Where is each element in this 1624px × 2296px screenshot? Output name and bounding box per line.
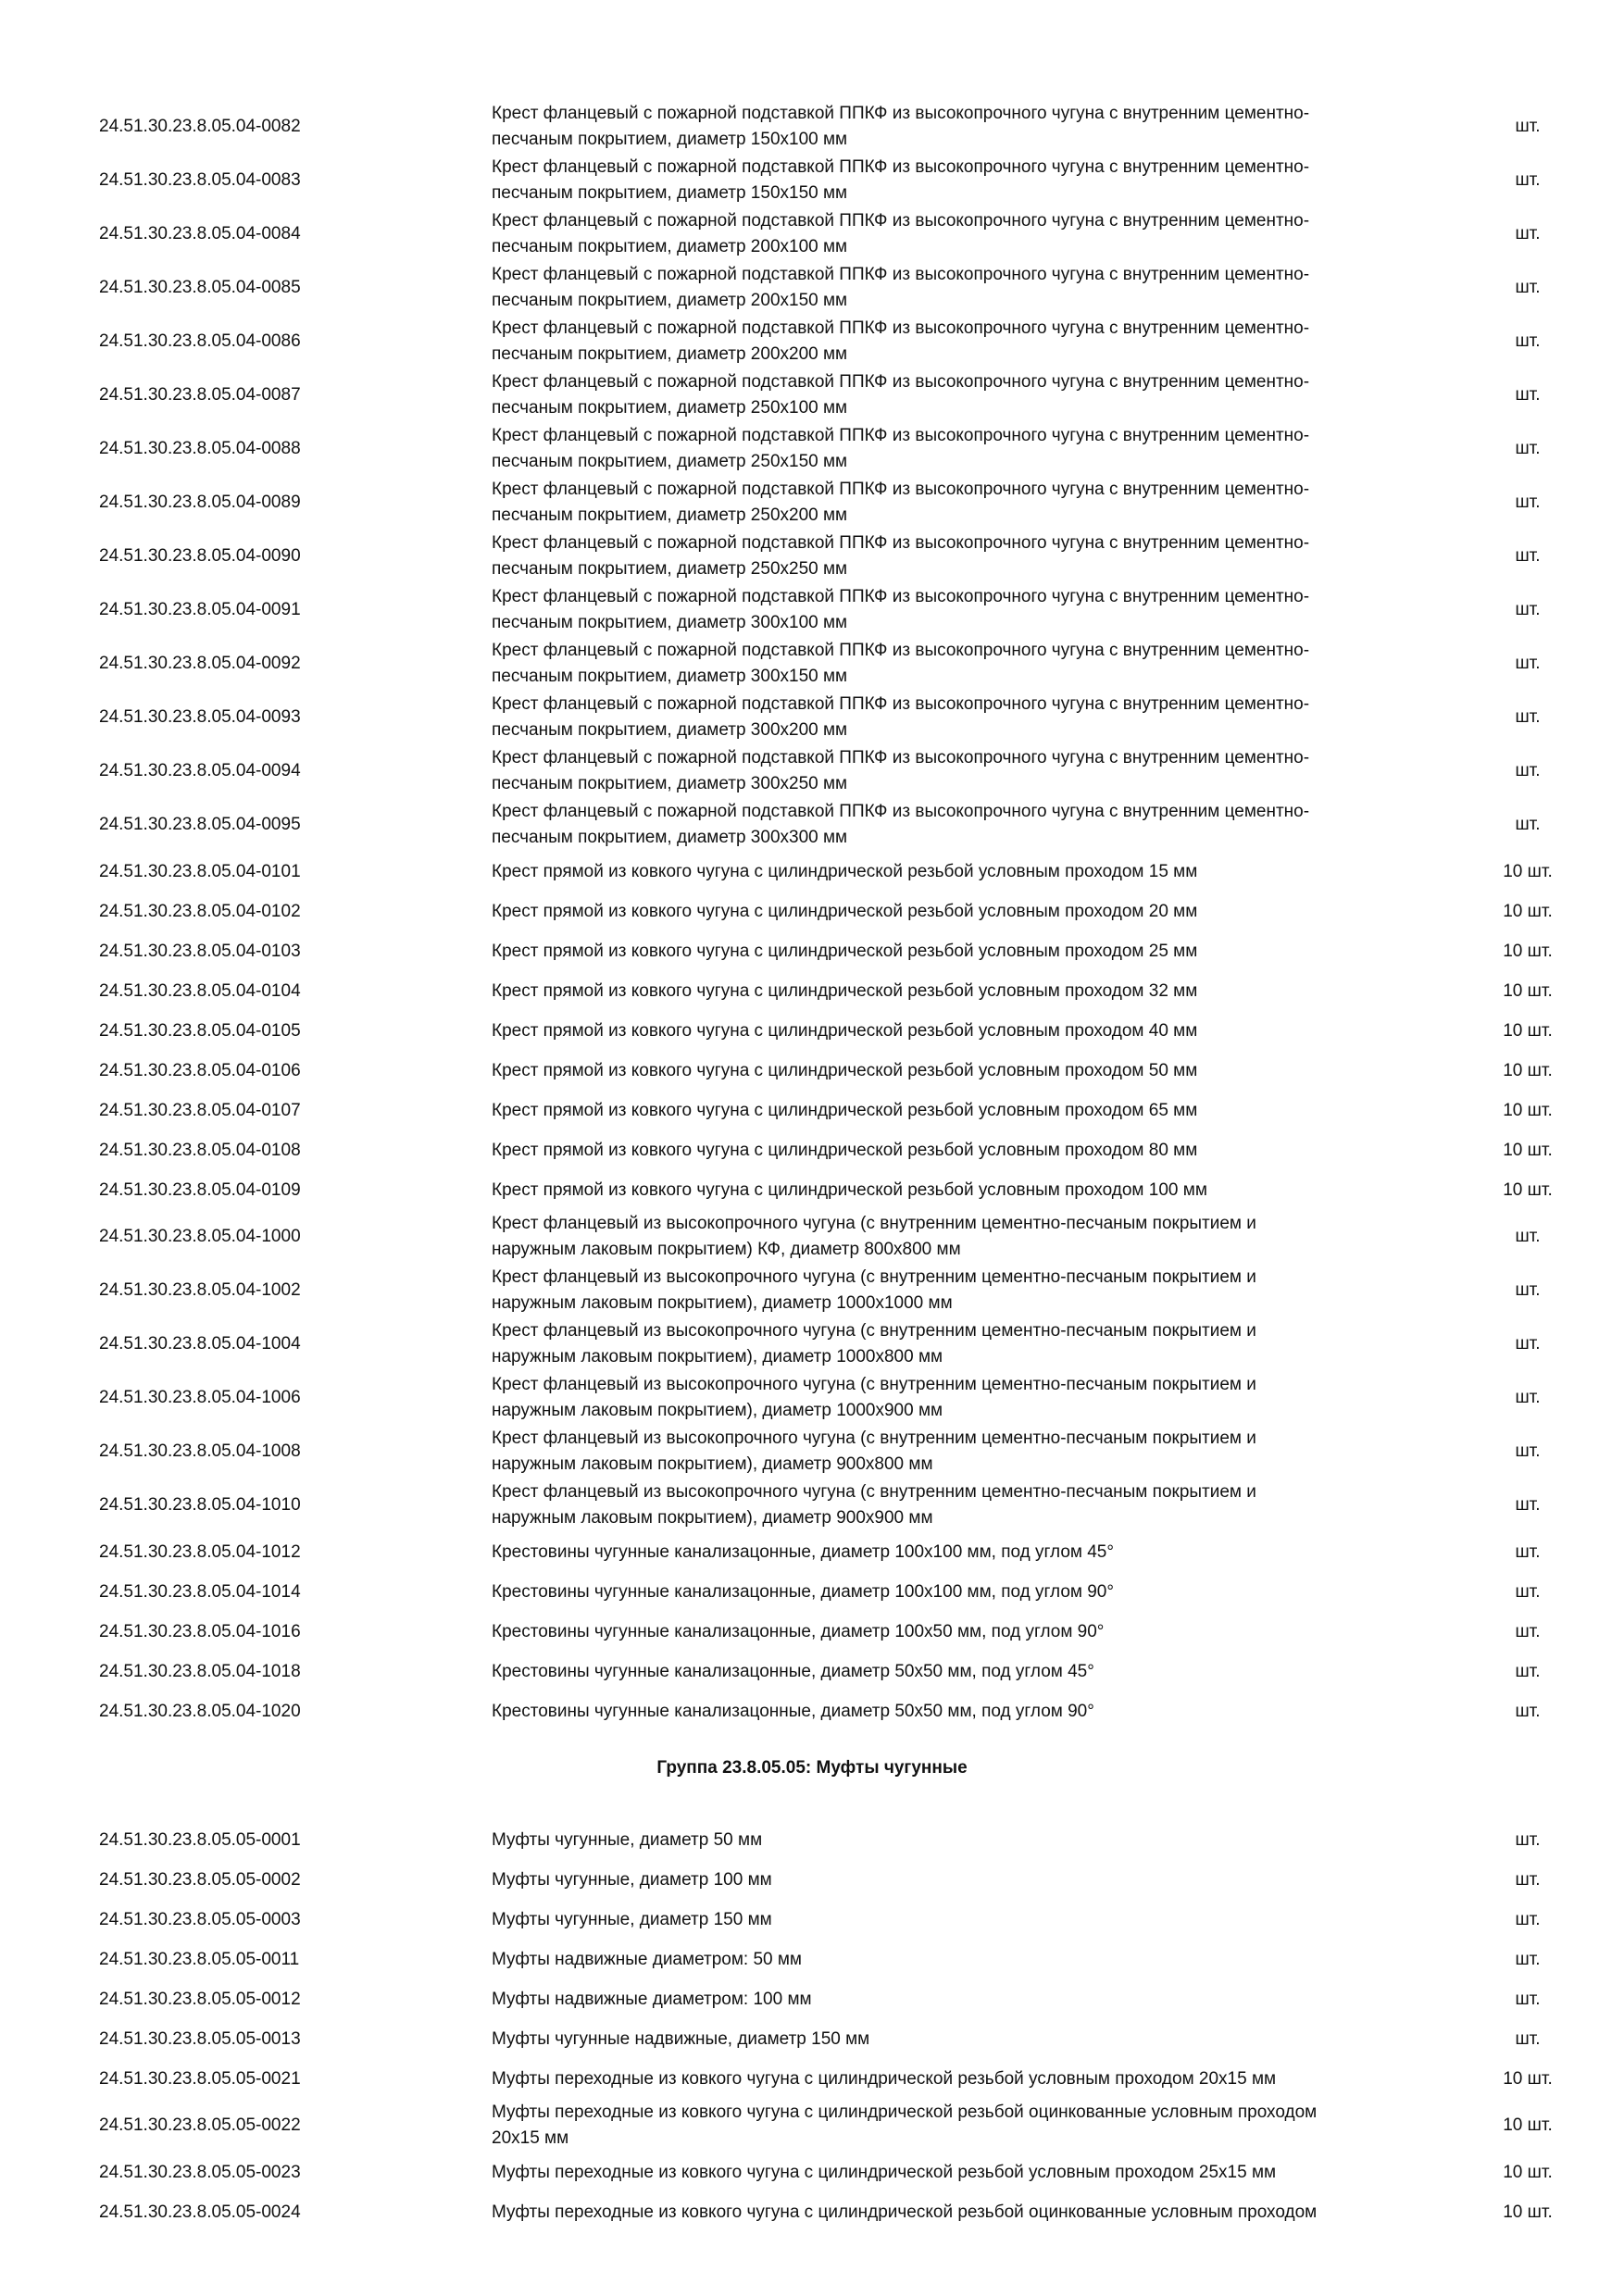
- item-description: [492, 1138, 1464, 1164]
- item-unit: шт.: [1515, 761, 1541, 780]
- table-row: [0, 1691, 1624, 1731]
- item-description: [492, 1987, 1464, 2013]
- table-row: [0, 971, 1624, 1011]
- item-code: 24.51.30.23.8.05.05-0001: [99, 1829, 301, 1850]
- item-code: 24.51.30.23.8.05.04-1002: [99, 1280, 301, 1300]
- description-line-2: песчаным покрытием, диаметр 300x100 мм: [492, 613, 848, 632]
- description-line-1: Муфты переходные из ковкого чугуна с цилиндрической резьбой оцинкованные условным проходом: [492, 2103, 1318, 2122]
- item-description: [492, 208, 1464, 260]
- description-line-1: Крест фланцевый с пожарной подставкой ППКФ из высокопрочного чугуна с внутренним цементно-: [492, 211, 1310, 231]
- item-unit: шт.: [1515, 439, 1541, 458]
- item-description: [492, 745, 1464, 797]
- item-unit: шт.: [1515, 654, 1541, 673]
- description-line-1: Крестовины чугунные канализацонные, диаметр 100x100 мм, под углом 45°: [492, 1541, 1114, 1562]
- description-line-2: песчаным покрытием, диаметр 200x150 мм: [492, 291, 848, 310]
- table-row: [0, 2192, 1624, 2232]
- table-row: [0, 798, 1624, 852]
- description-line-2: песчаным покрытием, диаметр 250x150 мм: [492, 452, 848, 471]
- item-description: [492, 1265, 1464, 1316]
- item-description: [492, 638, 1464, 690]
- table-row: [0, 1317, 1624, 1371]
- description-line-1: Муфты чугунные, диаметр 150 мм: [492, 1909, 772, 1929]
- item-unit: шт.: [1515, 1541, 1541, 1562]
- item-code: 24.51.30.23.8.05.04-1018: [99, 1661, 301, 1681]
- item-unit: 10 шт.: [1503, 1100, 1553, 1120]
- table-row: [0, 1820, 1624, 1860]
- item-code: 24.51.30.23.8.05.05-0012: [99, 1989, 301, 2009]
- description-line-2: песчаным покрытием, диаметр 150x150 мм: [492, 183, 848, 203]
- description-line-1: Муфты переходные из ковкого чугуна с цилиндрической резьбой условным проходом 25x15 мм: [492, 2162, 1277, 2182]
- item-unit: шт.: [1515, 170, 1541, 190]
- item-code: 24.51.30.23.8.05.04-0082: [99, 117, 301, 136]
- item-code: 24.51.30.23.8.05.04-0090: [99, 546, 301, 566]
- table-row: [0, 1425, 1624, 1479]
- description-line-1: Крестовины чугунные канализацонные, диаметр 100x100 мм, под углом 90°: [492, 1581, 1114, 1602]
- item-code: 24.51.30.23.8.05.04-0107: [99, 1100, 301, 1120]
- table-row: [0, 852, 1624, 892]
- description-line-2: песчаным покрытием, диаметр 200x200 мм: [492, 344, 848, 364]
- item-code: 24.51.30.23.8.05.05-0003: [99, 1909, 301, 1929]
- item-description: [492, 2200, 1464, 2226]
- table-row: [0, 1572, 1624, 1612]
- item-code: 24.51.30.23.8.05.04-1000: [99, 1227, 301, 1246]
- description-line-1: Крест прямой из ковкого чугуна с цилиндрической резьбой условным проходом 32 мм: [492, 980, 1198, 1001]
- item-description: [492, 423, 1464, 475]
- item-unit: шт.: [1515, 1388, 1541, 1407]
- item-unit: шт.: [1515, 2028, 1541, 2049]
- item-code: 24.51.30.23.8.05.04-0084: [99, 224, 301, 243]
- description-line-1: Крест фланцевый с пожарной подставкой ППКФ из высокопрочного чугуна с внутренним цементно-: [492, 104, 1310, 123]
- description-line-2: песчаным покрытием, диаметр 150x100 мм: [492, 130, 848, 149]
- item-description: [492, 1018, 1464, 1044]
- table-row: [0, 583, 1624, 637]
- table-row: [0, 530, 1624, 583]
- description-line-1: Крест фланцевый с пожарной подставкой ППКФ из высокопрочного чугуна с внутренним цементно-: [492, 748, 1310, 767]
- item-description: [492, 369, 1464, 421]
- description-line-1: Крест фланцевый с пожарной подставкой ППКФ из высокопрочного чугуна с внутренним цементно-: [492, 372, 1310, 392]
- table-row: [0, 261, 1624, 315]
- item-description: [492, 1579, 1464, 1605]
- description-line-1: Крест фланцевый с пожарной подставкой ППКФ из высокопрочного чугуна с внутренним цементно-: [492, 157, 1310, 177]
- item-code: 24.51.30.23.8.05.04-0106: [99, 1060, 301, 1080]
- item-unit: 10 шт.: [1503, 861, 1553, 881]
- item-unit: шт.: [1515, 1829, 1541, 1850]
- item-unit: 10 шт.: [1503, 941, 1553, 961]
- item-code: 24.51.30.23.8.05.04-0101: [99, 861, 301, 881]
- description-line-2: наружным лаковым покрытием), диаметр 1000x900 мм: [492, 1401, 943, 1420]
- item-description: [492, 101, 1464, 153]
- item-code: 24.51.30.23.8.05.04-1012: [99, 1541, 301, 1562]
- item-unit: 10 шт.: [1503, 1140, 1553, 1160]
- item-description: [492, 316, 1464, 368]
- description-line-1: Муфты надвижные диаметром: 100 мм: [492, 1989, 812, 2009]
- item-code: 24.51.30.23.8.05.05-0024: [99, 2202, 301, 2222]
- description-line-2: песчаным покрытием, диаметр 300x300 мм: [492, 828, 848, 847]
- table-row: [0, 100, 1624, 154]
- item-description: [492, 1479, 1464, 1531]
- item-code: 24.51.30.23.8.05.05-0002: [99, 1869, 301, 1890]
- item-unit: шт.: [1515, 600, 1541, 619]
- description-line-2: наружным лаковым покрытием), диаметр 1000x800 мм: [492, 1347, 943, 1366]
- item-unit: шт.: [1515, 1989, 1541, 2009]
- item-description: [492, 1178, 1464, 1204]
- item-unit: шт.: [1515, 1909, 1541, 1929]
- description-line-1: Крест фланцевый из высокопрочного чугуна (с внутренним цементно-песчаным покрытием и: [492, 1267, 1256, 1287]
- item-code: 24.51.30.23.8.05.04-1004: [99, 1334, 301, 1354]
- item-unit: 10 шт.: [1503, 901, 1553, 921]
- description-line-1: Крест фланцевый из высокопрочного чугуна (с внутренним цементно-песчаным покрытием и: [492, 1429, 1256, 1448]
- item-code: 24.51.30.23.8.05.04-0093: [99, 707, 301, 727]
- group-heading: Группа 23.8.05.05: Муфты чугунные: [656, 1758, 968, 1778]
- description-line-2: наружным лаковым покрытием), диаметр 900x800 мм: [492, 1454, 933, 1474]
- item-description: [492, 262, 1464, 314]
- table-row: [0, 2019, 1624, 2059]
- description-line-1: Муфты переходные из ковкого чугуна с цилиндрической резьбой условным проходом 20x15 мм: [492, 2068, 1277, 2089]
- description-line-2: песчаным покрытием, диаметр 250x100 мм: [492, 398, 848, 418]
- item-code: 24.51.30.23.8.05.04-1010: [99, 1495, 301, 1515]
- item-unit: 10 шт.: [1503, 2162, 1553, 2182]
- table-row: [0, 368, 1624, 422]
- item-code: 24.51.30.23.8.05.04-1006: [99, 1388, 301, 1407]
- description-line-2: песчаным покрытием, диаметр 300x250 мм: [492, 774, 848, 793]
- item-unit: шт.: [1515, 331, 1541, 351]
- item-unit: 10 шт.: [1503, 2202, 1553, 2222]
- description-line-1: Крест фланцевый из высокопрочного чугуна (с внутренним цементно-песчаным покрытием и: [492, 1482, 1256, 1502]
- item-code: 24.51.30.23.8.05.04-0102: [99, 901, 301, 921]
- item-code: 24.51.30.23.8.05.04-0109: [99, 1179, 301, 1200]
- item-description: [492, 939, 1464, 965]
- item-code: 24.51.30.23.8.05.04-1014: [99, 1581, 301, 1602]
- item-description: [492, 584, 1464, 636]
- description-line-1: Муфты надвижные диаметром: 50 мм: [492, 1949, 802, 1969]
- table-row: [0, 931, 1624, 971]
- description-line-1: Крест прямой из ковкого чугуна с цилиндрической резьбой условным проходом 20 мм: [492, 901, 1198, 921]
- description-line-1: Крест прямой из ковкого чугуна с цилиндрической резьбой условным проходом 25 мм: [492, 941, 1198, 961]
- item-code: 24.51.30.23.8.05.05-0022: [99, 2115, 301, 2135]
- item-description: [492, 1619, 1464, 1645]
- table-row: [0, 315, 1624, 368]
- description-line-1: Крест фланцевый с пожарной подставкой ППКФ из высокопрочного чугуна с внутренним цементно-: [492, 318, 1310, 338]
- item-description: [492, 1907, 1464, 1933]
- description-line-1: Муфты чугунные, диаметр 50 мм: [492, 1829, 763, 1850]
- description-line-2: песчаным покрытием, диаметр 250x200 мм: [492, 505, 848, 525]
- description-line-1: Крест прямой из ковкого чугуна с цилиндрической резьбой условным проходом 80 мм: [492, 1140, 1198, 1160]
- item-description: [492, 2160, 1464, 2186]
- item-code: 24.51.30.23.8.05.04-0088: [99, 439, 301, 458]
- item-description: [492, 1699, 1464, 1725]
- table-row: [0, 1900, 1624, 1940]
- description-line-1: Крест прямой из ковкого чугуна с цилиндрической резьбой условным проходом 50 мм: [492, 1060, 1198, 1080]
- item-unit: 10 шт.: [1503, 1020, 1553, 1041]
- item-description: [492, 1098, 1464, 1124]
- item-unit: шт.: [1515, 1701, 1541, 1721]
- table-row: [0, 2059, 1624, 2099]
- description-line-1: Крест фланцевый с пожарной подставкой ППКФ из высокопрочного чугуна с внутренним цементно-: [492, 426, 1310, 445]
- item-code: 24.51.30.23.8.05.04-0103: [99, 941, 301, 961]
- description-line-1: Крест фланцевый с пожарной подставкой ППКФ из высокопрочного чугуна с внутренним цементно-: [492, 587, 1310, 606]
- item-unit: шт.: [1515, 1621, 1541, 1641]
- item-description: [492, 799, 1464, 851]
- table-row: [0, 1371, 1624, 1425]
- table-row: [0, 637, 1624, 691]
- item-code: 24.51.30.23.8.05.04-0095: [99, 815, 301, 834]
- description-line-1: Крестовины чугунные канализацонные, диаметр 50x50 мм, под углом 45°: [492, 1661, 1094, 1681]
- item-code: 24.51.30.23.8.05.05-0011: [99, 1949, 300, 1969]
- item-description: [492, 477, 1464, 529]
- item-code: 24.51.30.23.8.05.04-0104: [99, 980, 301, 1001]
- description-line-1: Крест фланцевый с пожарной подставкой ППКФ из высокопрочного чугуна с внутренним цементно-: [492, 641, 1310, 660]
- item-description: [492, 692, 1464, 743]
- description-line-1: Муфты переходные из ковкого чугуна с цилиндрической резьбой оцинкованные условным проходом: [492, 2202, 1318, 2222]
- table-row: [0, 1130, 1624, 1170]
- item-description: [492, 1867, 1464, 1893]
- item-unit: шт.: [1515, 385, 1541, 405]
- item-description: [492, 899, 1464, 925]
- item-unit: шт.: [1515, 1495, 1541, 1515]
- item-unit: шт.: [1515, 1227, 1541, 1246]
- item-unit: 10 шт.: [1503, 2115, 1553, 2135]
- item-unit: шт.: [1515, 117, 1541, 136]
- item-code: 24.51.30.23.8.05.05-0021: [99, 2068, 301, 2089]
- item-unit: шт.: [1515, 1869, 1541, 1890]
- item-code: 24.51.30.23.8.05.04-0087: [99, 385, 301, 405]
- description-line-2: песчаным покрытием, диаметр 200x100 мм: [492, 237, 848, 256]
- item-description: [492, 530, 1464, 582]
- item-unit: шт.: [1515, 815, 1541, 834]
- table-row: [0, 2152, 1624, 2192]
- description-line-1: Крест фланцевый из высокопрочного чугуна (с внутренним цементно-песчаным покрытием и: [492, 1375, 1256, 1394]
- description-line-1: Крест фланцевый с пожарной подставкой ППКФ из высокопрочного чугуна с внутренним цементно-: [492, 265, 1310, 284]
- item-unit: 10 шт.: [1503, 2068, 1553, 2089]
- description-line-1: Муфты чугунные, диаметр 100 мм: [492, 1869, 772, 1890]
- item-description: [492, 1318, 1464, 1370]
- item-description: [492, 1211, 1464, 1263]
- item-description: [492, 2066, 1464, 2092]
- description-line-1: Крестовины чугунные канализацонные, диаметр 50x50 мм, под углом 90°: [492, 1701, 1094, 1721]
- item-unit: 10 шт.: [1503, 1060, 1553, 1080]
- description-line-1: Крест фланцевый из высокопрочного чугуна (с внутренним цементно-песчаным покрытием и: [492, 1214, 1256, 1233]
- table-row: [0, 1051, 1624, 1091]
- item-description: [492, 1659, 1464, 1685]
- item-unit: шт.: [1515, 1949, 1541, 1969]
- item-code: 24.51.30.23.8.05.05-0013: [99, 2028, 301, 2049]
- description-line-2: наружным лаковым покрытием), диаметр 1000x1000 мм: [492, 1293, 953, 1313]
- item-code: 24.51.30.23.8.05.04-1008: [99, 1441, 301, 1461]
- item-code: 24.51.30.23.8.05.04-1016: [99, 1621, 301, 1641]
- description-line-1: Крест фланцевый с пожарной подставкой ППКФ из высокопрочного чугуна с внутренним цементно-: [492, 533, 1310, 553]
- description-line-1: Крест прямой из ковкого чугуна с цилиндрической резьбой условным проходом 40 мм: [492, 1020, 1198, 1041]
- table-row: [0, 744, 1624, 798]
- table-row: [0, 207, 1624, 261]
- item-unit: шт.: [1515, 546, 1541, 566]
- table-row: [0, 476, 1624, 530]
- description-line-1: Крест прямой из ковкого чугуна с цилиндрической резьбой условным проходом 100 мм: [492, 1179, 1207, 1200]
- description-line-1: Крест фланцевый с пожарной подставкой ППКФ из высокопрочного чугуна с внутренним цементно-: [492, 802, 1310, 821]
- table-row: [0, 691, 1624, 744]
- item-unit: 10 шт.: [1503, 980, 1553, 1001]
- item-unit: шт.: [1515, 1661, 1541, 1681]
- item-description: [492, 1058, 1464, 1084]
- item-unit: шт.: [1515, 1581, 1541, 1602]
- description-line-1: Муфты чугунные надвижные, диаметр 150 мм: [492, 2028, 870, 2049]
- item-description: [492, 1947, 1464, 1973]
- table-row: [0, 1091, 1624, 1130]
- item-description: [492, 1426, 1464, 1478]
- description-line-1: Крест прямой из ковкого чугуна с цилиндрической резьбой условным проходом 15 мм: [492, 861, 1198, 881]
- item-unit: шт.: [1515, 493, 1541, 512]
- table-row: [0, 1011, 1624, 1051]
- table-row: [0, 1479, 1624, 1532]
- table-row: [0, 422, 1624, 476]
- item-unit: шт.: [1515, 278, 1541, 297]
- item-code: 24.51.30.23.8.05.05-0023: [99, 2162, 301, 2182]
- description-line-1: Крест фланцевый с пожарной подставкой ППКФ из высокопрочного чугуна с внутренним цементно-: [492, 694, 1310, 714]
- item-code: 24.51.30.23.8.05.04-0091: [99, 600, 301, 619]
- item-unit: 10 шт.: [1503, 1179, 1553, 1200]
- item-unit: шт.: [1515, 1334, 1541, 1354]
- item-unit: шт.: [1515, 1441, 1541, 1461]
- table-row: [0, 1860, 1624, 1900]
- table-row: [0, 1979, 1624, 2019]
- table-row: [0, 892, 1624, 931]
- item-unit: шт.: [1515, 707, 1541, 727]
- description-line-1: Крест фланцевый с пожарной подставкой ППКФ из высокопрочного чугуна с внутренним цементно-: [492, 480, 1310, 499]
- table-row: [0, 1170, 1624, 1210]
- description-line-2: наружным лаковым покрытием), диаметр 900x900 мм: [492, 1508, 933, 1528]
- table-row: [0, 1264, 1624, 1317]
- table-row: [0, 1532, 1624, 1572]
- description-line-2: 20x15 мм: [492, 2128, 569, 2148]
- item-code: 24.51.30.23.8.05.04-0086: [99, 331, 301, 351]
- item-description: [492, 859, 1464, 885]
- description-line-2: песчаным покрытием, диаметр 250x250 мм: [492, 559, 848, 579]
- table-row: [0, 1210, 1624, 1264]
- item-code: 24.51.30.23.8.05.04-0085: [99, 278, 301, 297]
- item-unit: шт.: [1515, 1280, 1541, 1300]
- item-description: [492, 1540, 1464, 1566]
- item-code: 24.51.30.23.8.05.04-1020: [99, 1701, 301, 1721]
- item-code: 24.51.30.23.8.05.04-0094: [99, 761, 301, 780]
- item-unit: шт.: [1515, 224, 1541, 243]
- item-description: [492, 979, 1464, 1004]
- table-row: [0, 2099, 1624, 2152]
- description-line-1: Крест фланцевый из высокопрочного чугуна (с внутренним цементно-песчаным покрытием и: [492, 1321, 1256, 1341]
- item-code: 24.51.30.23.8.05.04-0089: [99, 493, 301, 512]
- description-line-1: Крест прямой из ковкого чугуна с цилиндрической резьбой условным проходом 65 мм: [492, 1100, 1198, 1120]
- item-code: 24.51.30.23.8.05.04-0108: [99, 1140, 301, 1160]
- description-line-2: песчаным покрытием, диаметр 300x200 мм: [492, 720, 848, 740]
- table-row: [0, 1940, 1624, 1979]
- table-row: [0, 1652, 1624, 1691]
- item-description: [492, 155, 1464, 206]
- item-description: [492, 2027, 1464, 2053]
- description-line-2: наружным лаковым покрытием) КФ, диаметр 800x800 мм: [492, 1240, 961, 1259]
- item-description: [492, 2100, 1464, 2152]
- item-description: [492, 1828, 1464, 1853]
- item-code: 24.51.30.23.8.05.04-0092: [99, 654, 301, 673]
- description-line-1: Крестовины чугунные канализацонные, диаметр 100x50 мм, под углом 90°: [492, 1621, 1105, 1641]
- description-line-2: песчаным покрытием, диаметр 300x150 мм: [492, 667, 848, 686]
- item-description: [492, 1372, 1464, 1424]
- table-row: [0, 154, 1624, 207]
- item-code: 24.51.30.23.8.05.04-0083: [99, 170, 301, 190]
- table-row: [0, 1612, 1624, 1652]
- item-code: 24.51.30.23.8.05.04-0105: [99, 1020, 301, 1041]
